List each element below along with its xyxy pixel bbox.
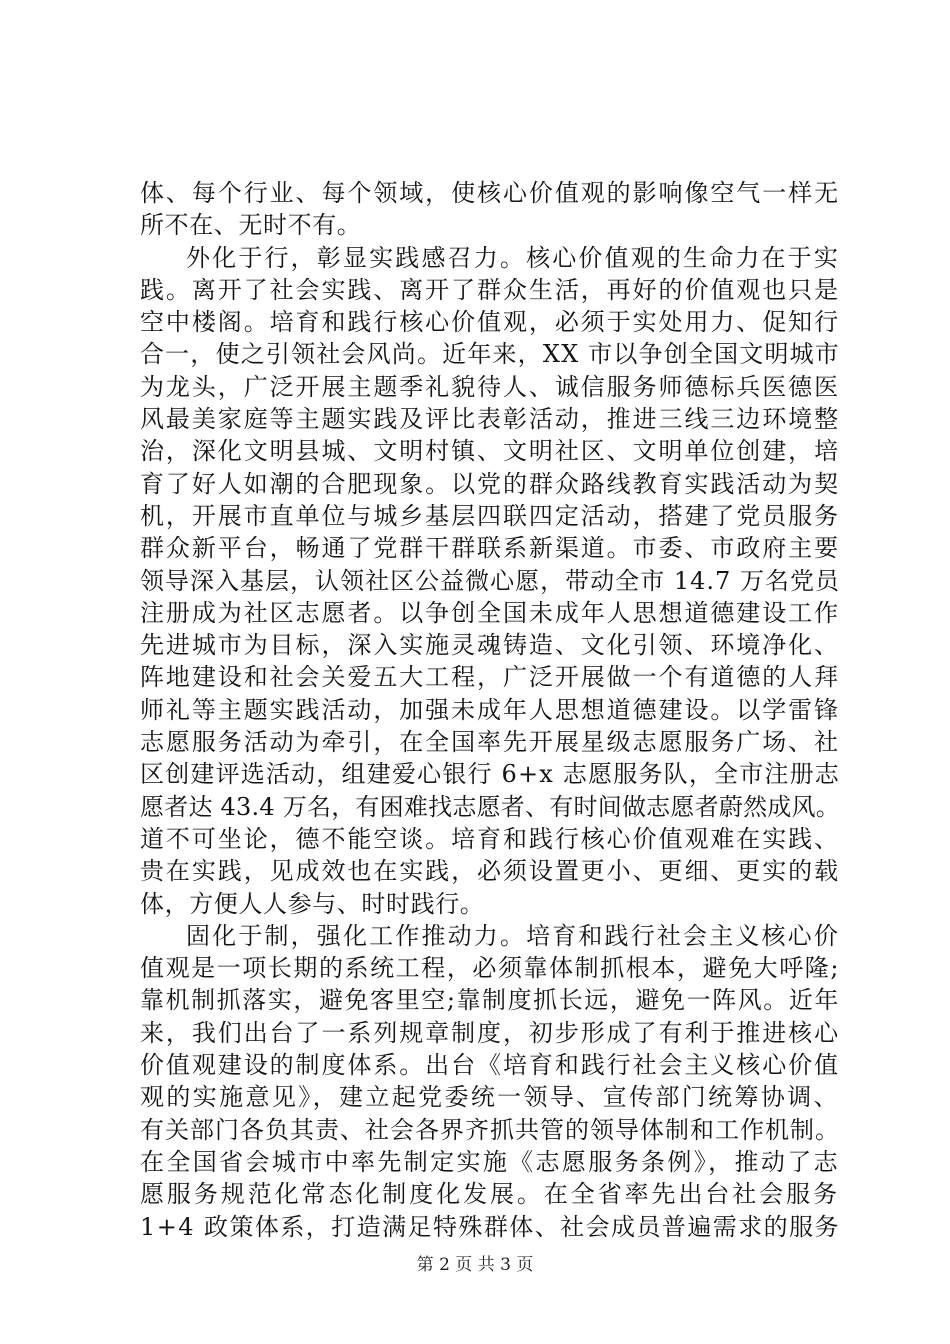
text-line: 来，我们出台了一系列规章制度，初步形成了有利于推进核心 [140,1018,840,1047]
text-line: 观的实施意见》，建立起党委统一领导、宣传部门统筹协调、 [140,1083,840,1112]
text-line: 价值观建设的制度体系。出台《培育和践行社会主义核心价值 [140,1051,840,1080]
text-line: 外化于行，彰显实践感召力。核心价值观的生命力在于实 [186,243,840,272]
text-line: 践。离开了社会实践、离开了群众生活，再好的价值观也只是 [140,275,840,304]
text-line: 风最美家庭等主题实践及评比表彰活动，推进三线三边环境整 [140,405,840,434]
text-line: 注册成为社区志愿者。以争创全国未成年人思想道德建设工作 [140,598,840,627]
text-line: 为龙头，广泛开展主题季礼貌待人、诚信服务师德标兵医德医 [140,372,840,401]
text-line: 靠机制抓落实，避免客里空;靠制度抓长远，避免一阵风。近年 [140,986,840,1015]
text-line: 空中楼阁。培育和践行核心价值观，必须于实处用力、促知行 [140,308,840,337]
text-line: 阵地建设和社会关爱五大工程，广泛开展做一个有道德的人拜 [140,663,840,692]
text-line: 区创建评选活动，组建爱心银行 6+x 志愿服务队，全市注册志 [140,760,840,789]
text-line: 志愿服务活动为牵引，在全国率先开展星级志愿服务广场、社 [140,728,840,757]
text-line: 体、每个行业、每个领域，使核心价值观的影响像空气一样无 [140,179,840,207]
text-line: 值观是一项长期的系统工程，必须靠体制抓根本，避免大呼隆; [140,954,840,983]
text-line: 体，方便人人参与、时时践行。 [140,889,485,918]
text-line: 群众新平台，畅通了党群干群联系新渠道。市委、市政府主要 [140,534,840,563]
text-line: 治，深化文明县城、文明村镇、文明社区、文明单位创建，培 [140,437,840,466]
text-line: 在全国省会城市中率先制定实施《志愿服务条例》，推动了志 [140,1147,840,1176]
text-line: 固化于制，强化工作推动力。培育和践行社会主义核心价 [186,921,840,950]
text-line: 1+4 政策体系，打造满足特殊群体、社会成员普遍需求的服务 [140,1212,840,1241]
text-line: 先进城市为目标，深入实施灵魂铸造、文化引领、环境净化、 [140,631,840,660]
text-line: 道不可坐论，德不能空谈。培育和践行核心价值观难在实践、 [140,824,840,853]
body-text [140,177,840,1243]
text-line: 所不在、无时不有。 [140,211,362,240]
text-line: 师礼等主题实践活动，加强未成年人思想道德建设。以学雷锋 [140,695,840,724]
text-line: 合一，使之引领社会风尚。近年来，XX 市以争创全国文明城市 [140,340,840,369]
text-line: 贵在实践，见成效也在实践，必须设置更小、更细、更实的载 [140,857,840,886]
page-footer: 第 2 页 共 3 页 [416,1255,534,1275]
text-line: 机，开展市直单位与城乡基层四联四定活动，搭建了党员服务 [140,501,840,530]
text-line: 愿服务规范化常态化制度化发展。在全省率先出台社会服务 [140,1180,840,1209]
text-line: 领导深入基层，认领社区公益微心愿，带动全市 14.7 万名党员 [140,566,840,595]
text-line: 有关部门各负其责、社会各界齐抓共管的领导体制和工作机制。 [140,1115,840,1144]
text-line: 愿者达 43.4 万名，有困难找志愿者、有时间做志愿者蔚然成风。 [140,792,840,821]
text-line: 育了好人如潮的合肥现象。以党的群众路线教育实践活动为契 [140,469,840,498]
